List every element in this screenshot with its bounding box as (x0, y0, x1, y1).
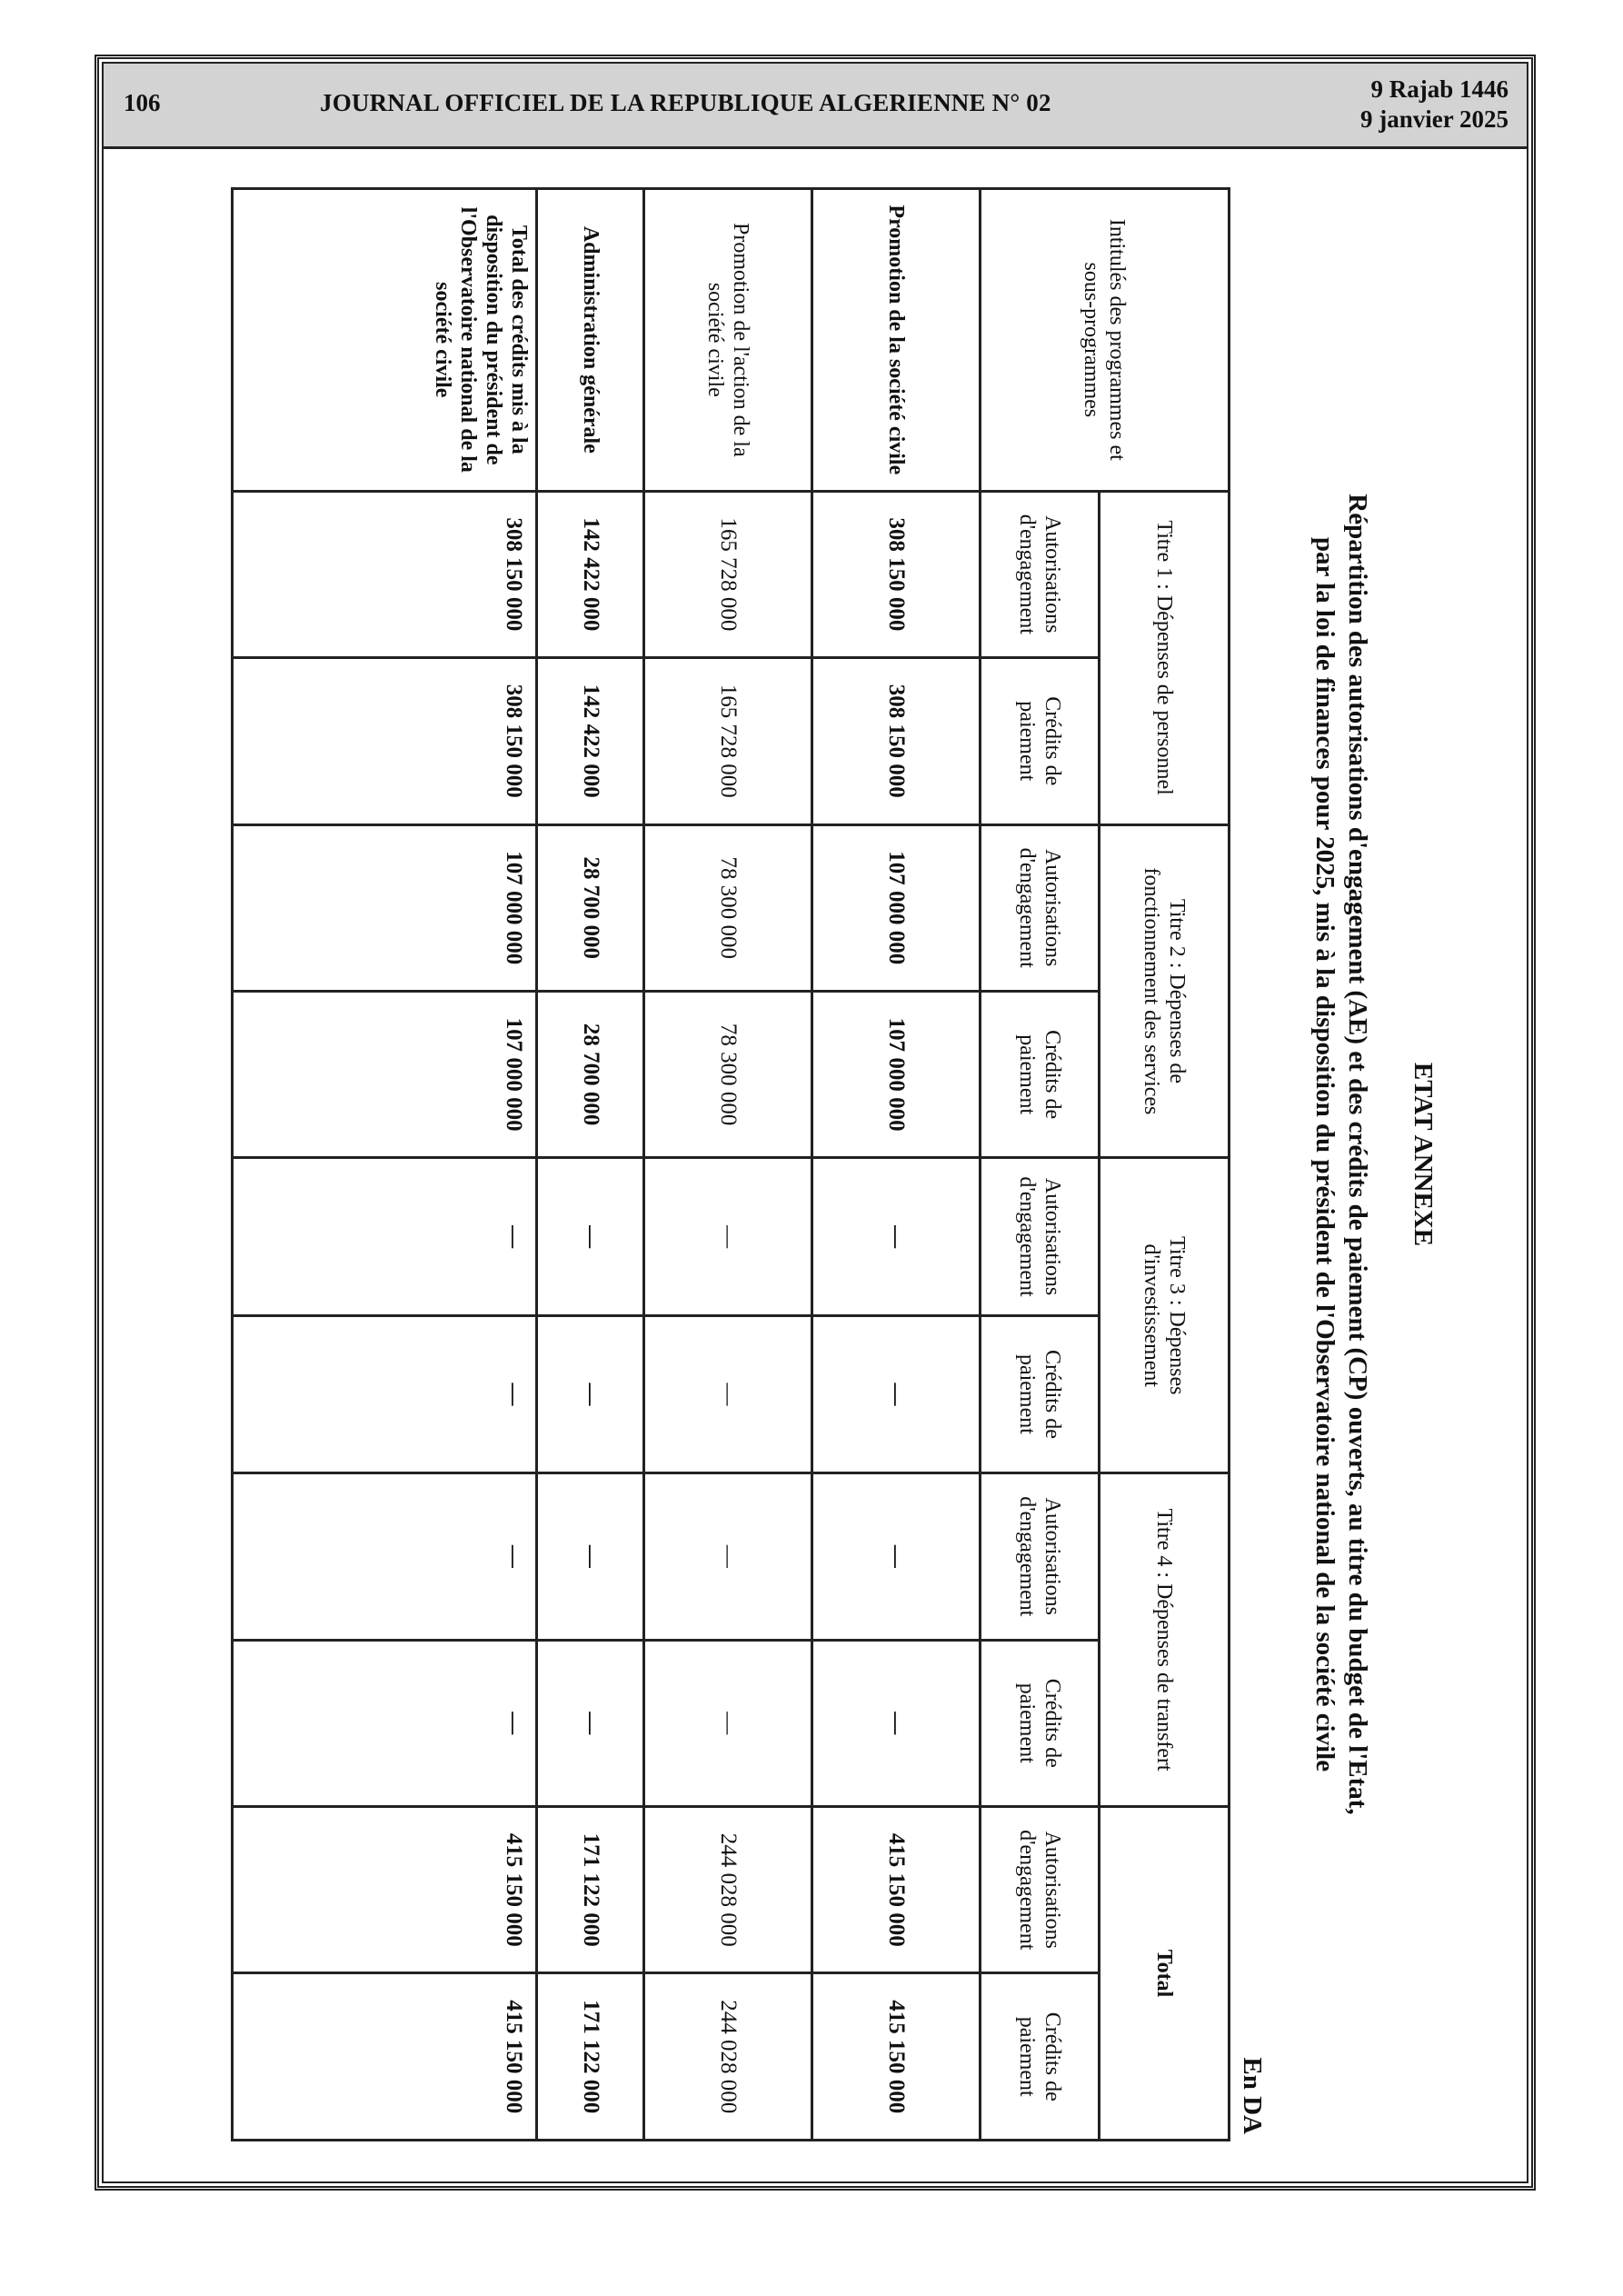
cell-value: 142 422 000 (537, 658, 644, 824)
cell-value: 308 150 000 (233, 658, 537, 824)
cell-value: 244 028 000 (644, 1807, 812, 1973)
document-title-line-1: Répartition des autorisations d'engagement (AE) et des crédits de paiement (CP) ouverts, au titre du budget de l'Etat, (1343, 494, 1372, 1815)
cell-value: 28 700 000 (537, 991, 644, 1157)
document-title-line-2: par la loi de finances pour 2025, mis à la disposition du président de l'Observatoire national de la société civile (1310, 536, 1339, 1772)
cell-value: — (233, 1473, 537, 1640)
cell-value: — (233, 1640, 537, 1806)
cell-value: — (537, 1158, 644, 1315)
cell-value: 308 150 000 (233, 491, 537, 657)
sub-header-ae: Autorisations d'engagement (981, 1473, 1100, 1640)
sub-header-cp: Crédits de paiement (981, 658, 1100, 824)
sub-header-cp: Crédits de paiement (981, 1973, 1100, 2141)
cell-value: — (812, 1640, 981, 1806)
table-row (537, 189, 644, 2141)
cell-value: — (644, 1315, 812, 1472)
cell-value: — (644, 1158, 812, 1315)
cell-value: 78 300 000 (644, 991, 812, 1157)
cell-value: — (537, 1315, 644, 1472)
table-row (233, 189, 537, 2141)
unit-label: En DA (1238, 2057, 1267, 2134)
sub-header-ae: Autorisations d'engagement (981, 824, 1100, 991)
group-header-titre-4: Titre 4 : Dépenses de transfert (1100, 1473, 1230, 1807)
cell-value: — (233, 1315, 537, 1472)
date-hijri: 9 Rajab 1446 (1370, 75, 1508, 103)
cell-value: — (644, 1640, 812, 1806)
cell-value: 165 728 000 (644, 491, 812, 657)
cell-value: — (812, 1158, 981, 1315)
cell-value: — (812, 1473, 981, 1640)
sub-header-cp: Crédits de paiement (981, 1315, 1100, 1472)
cell-value: — (812, 1315, 981, 1472)
cell-value: 308 150 000 (812, 658, 981, 824)
cell-value: 107 000 000 (233, 824, 537, 991)
group-header-titre-2: Titre 2 : Dépenses de fonctionnement des services (1100, 824, 1230, 1158)
cell-value: 308 150 000 (812, 491, 981, 657)
cell-value: 171 122 000 (537, 1807, 644, 1973)
cell-value: 171 122 000 (537, 1973, 644, 2141)
cell-value: 107 000 000 (812, 991, 981, 1157)
document-title (1309, 165, 1374, 2143)
cell-value: 142 422 000 (537, 491, 644, 657)
journal-title: JOURNAL OFFICIEL DE LA REPUBLIQUE ALGERIENNE N° 02 (320, 89, 1051, 116)
table-header-row (1100, 189, 1230, 2141)
group-header-total: Total (1100, 1807, 1230, 2141)
cell-value: 415 150 000 (812, 1807, 981, 1973)
cell-value: 415 150 000 (233, 1807, 537, 1973)
cell-value: 78 300 000 (644, 824, 812, 991)
cell-value: 165 728 000 (644, 658, 812, 824)
cell-value: 244 028 000 (644, 1973, 812, 2141)
row-label: Promotion de la société civile (812, 189, 981, 492)
cell-value: 107 000 000 (233, 991, 537, 1157)
budget-table (231, 187, 1230, 2141)
table-row (812, 189, 981, 2141)
sub-header-cp: Crédits de paiement (981, 991, 1100, 1157)
sub-header-ae: Autorisations d'engagement (981, 491, 1100, 657)
page-number: 106 (124, 89, 161, 116)
row-label: Total des crédits mis à la disposition du président de l'Observatoire national de la société civile (233, 189, 537, 492)
label-column-header: Intitulés des programmes et sous-programmes (981, 189, 1230, 492)
date-gregorian: 9 janvier 2025 (1360, 105, 1508, 133)
rotated-annex-content (100, 165, 1463, 2143)
sub-header-ae: Autorisations d'engagement (981, 1807, 1100, 1973)
table-row (644, 189, 812, 2141)
row-label: Promotion de l'action de la société civile (644, 189, 812, 492)
sub-header-cp: Crédits de paiement (981, 1640, 1100, 1806)
header-date (1360, 75, 1508, 135)
section-title: ETAT ANNEXE (1409, 1062, 1438, 1247)
cell-value: 107 000 000 (812, 824, 981, 991)
cell-value: — (233, 1158, 537, 1315)
cell-value: 415 150 000 (812, 1973, 981, 2141)
cell-value: 28 700 000 (537, 824, 644, 991)
group-header-titre-1: Titre 1 : Dépenses de personnel (1100, 491, 1230, 824)
cell-value: — (644, 1473, 812, 1640)
cell-value: 415 150 000 (233, 1973, 537, 2141)
cell-value: — (537, 1473, 644, 1640)
sub-header-ae: Autorisations d'engagement (981, 1158, 1100, 1315)
group-header-titre-3: Titre 3 : Dépenses d'investissement (1100, 1158, 1230, 1473)
row-label: Administration générale (537, 189, 644, 492)
cell-value: — (537, 1640, 644, 1806)
